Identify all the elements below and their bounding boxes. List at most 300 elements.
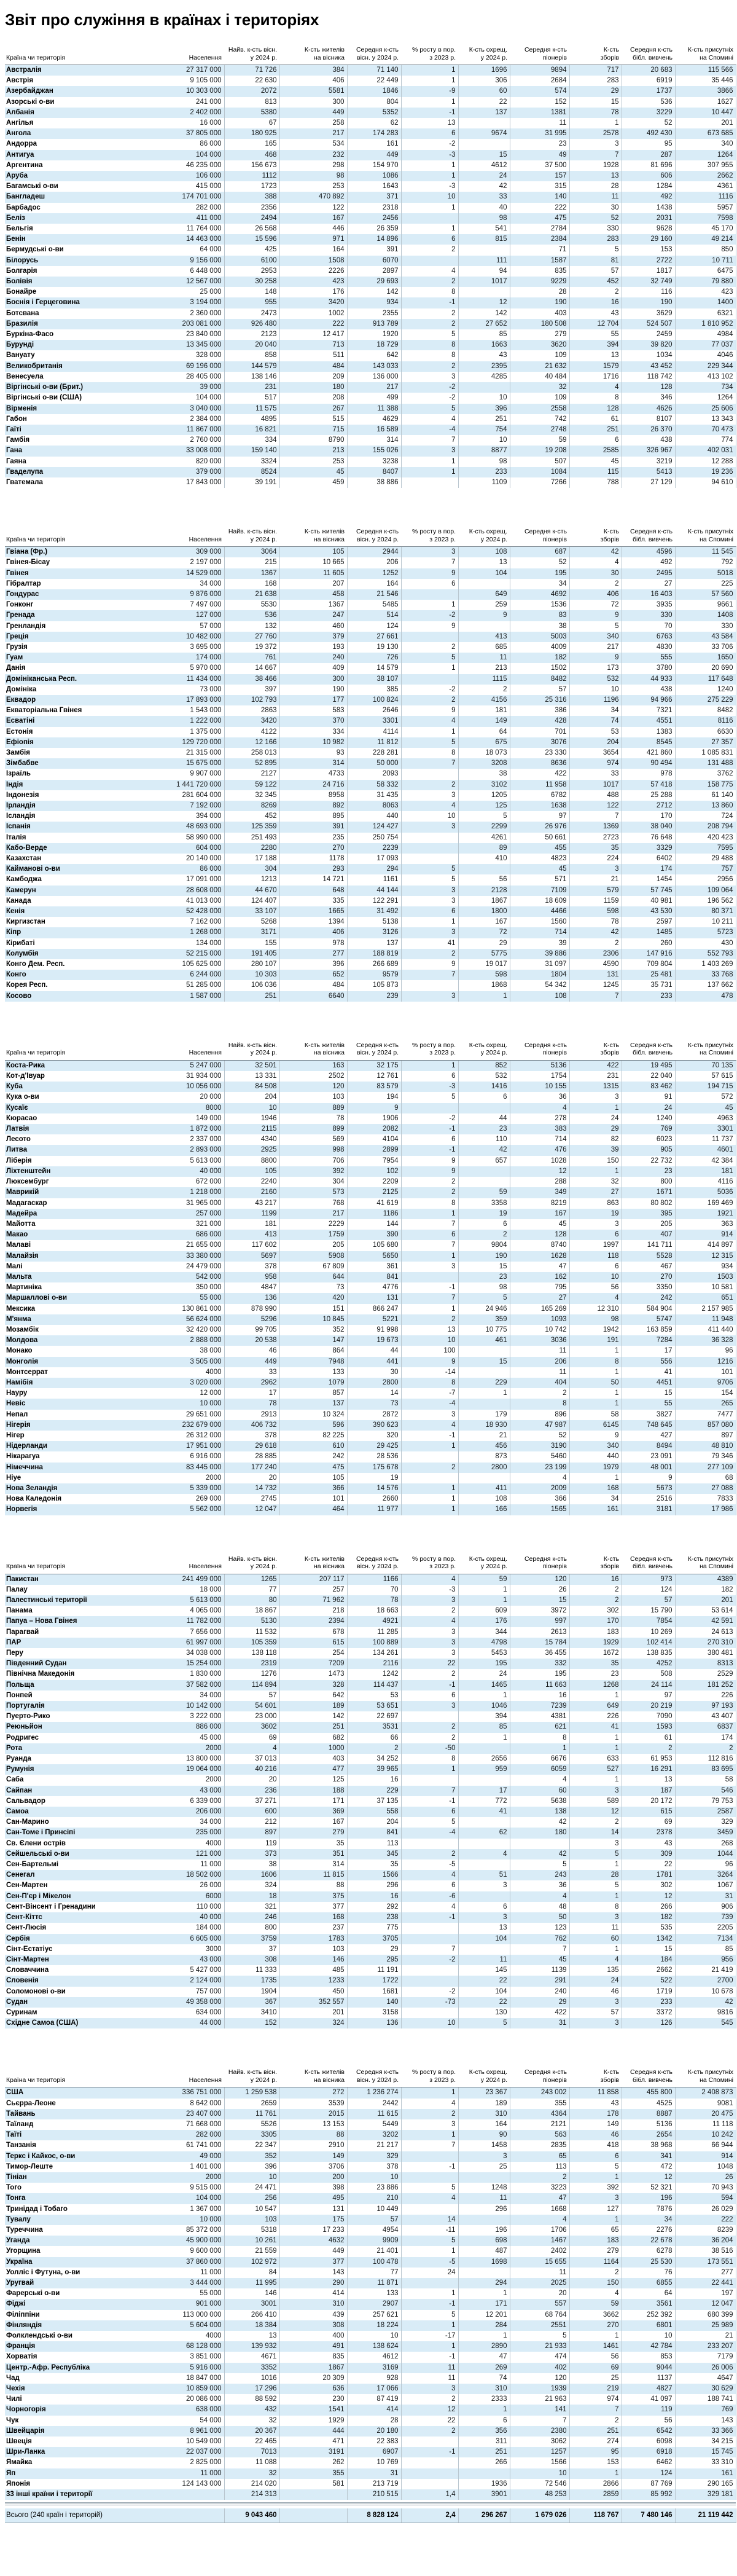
value-cell-avg_pioneers: 714: [510, 1134, 569, 1145]
value-cell-population: 12 567 000: [172, 277, 224, 287]
column-header-growth_pct: [401, 1545, 458, 1574]
value-cell-congregations: 527: [569, 1764, 622, 1775]
value-cell-growth_pct: 5: [401, 874, 458, 885]
value-cell-baptized: 9: [458, 610, 510, 621]
value-cell-growth_pct: [401, 2479, 458, 2489]
value-cell-congregations: 598: [569, 906, 622, 917]
value-cell-bible_studies: 147 916: [622, 949, 675, 959]
value-cell-growth_pct: [401, 477, 458, 488]
column-header-congregations: [569, 517, 622, 547]
country-cell: Суринам: [6, 2008, 37, 2016]
value-cell-peak_publishers: 30 258: [224, 277, 279, 287]
country-cell: Нікарагуа: [6, 1453, 40, 1461]
column-header-line: у 2024 р.: [250, 1049, 277, 1057]
value-cell-population: 9 156 000: [172, 256, 224, 266]
value-cell-ratio_per_publisher: 143: [279, 2268, 347, 2278]
value-cell-ratio_per_publisher: 409: [279, 663, 347, 673]
table-row: [5, 1701, 736, 1711]
value-cell-growth_pct: 7: [401, 1240, 458, 1251]
value-cell-bible_studies: 233: [622, 991, 675, 1002]
value-cell-ratio_per_publisher: 375: [279, 1891, 347, 1902]
value-cell-growth_pct: 1: [401, 457, 458, 467]
value-cell-memorial_attendance: 21: [675, 2331, 736, 2341]
value-cell-peak_publishers: 40 216: [224, 1764, 279, 1775]
value-cell-avg_pioneers: 428: [510, 716, 569, 726]
value-cell-bible_studies: 19 495: [622, 1060, 675, 1071]
value-cell-baptized: 251: [458, 414, 510, 425]
table-row: [5, 1304, 736, 1314]
value-cell-congregations: 57: [569, 266, 622, 277]
value-cell-baptized: 72: [458, 927, 510, 938]
value-cell-avg_publishers: 22 383: [347, 2437, 401, 2447]
value-cell-avg_pioneers: 4466: [510, 906, 569, 917]
value-cell-baptized: 3102: [458, 780, 510, 790]
value-cell-population: 1 268 000: [172, 927, 224, 938]
value-cell-ratio_per_publisher: 379: [279, 632, 347, 642]
value-cell-avg_publishers: 257 621: [347, 2310, 401, 2320]
value-cell-growth_pct: 9: [401, 568, 458, 579]
value-cell-memorial_attendance: 7477: [675, 1410, 736, 1420]
value-cell-congregations: 251: [569, 2426, 622, 2437]
value-cell-growth_pct: [401, 854, 458, 864]
value-cell-growth_pct: 1: [401, 727, 458, 737]
value-cell-bible_studies: 4525: [622, 2099, 675, 2109]
value-cell-growth_pct: 7: [401, 1944, 458, 1955]
value-cell-growth_pct: 2: [401, 780, 458, 790]
value-cell-avg_pioneers: 182: [510, 653, 569, 663]
value-cell-memorial_attendance: 2: [675, 1743, 736, 1754]
value-cell-bible_studies: 302: [622, 1880, 675, 1891]
value-cell-bible_studies: 90 494: [622, 758, 675, 769]
value-cell-peak_publishers: 17 188: [224, 854, 279, 864]
value-cell-population: 39 000: [172, 382, 224, 393]
value-cell-peak_publishers: 413: [224, 1230, 279, 1240]
column-header-baptized: [458, 36, 510, 65]
value-cell-population: 55 000: [172, 2288, 224, 2299]
value-cell-avg_publishers: 21 217: [347, 2140, 401, 2151]
value-cell-memorial_attendance: 49 214: [675, 234, 736, 245]
value-cell-population: 124 143 000: [172, 2479, 224, 2489]
country-cell: Сьєрра-Леоне: [6, 2099, 56, 2107]
column-header-line: Середня к-сть: [356, 1041, 399, 1049]
value-cell-avg_publishers: 10 769: [347, 2457, 401, 2468]
table-row: [5, 906, 736, 917]
country-cell: Сальвадор: [6, 1797, 45, 1805]
value-cell-avg_pioneers: 4: [510, 2215, 569, 2225]
value-cell-avg_publishers: 142: [347, 287, 401, 297]
value-cell-growth_pct: 11: [401, 2373, 458, 2384]
country-cell: Майотта: [6, 1220, 36, 1228]
table-row: [5, 949, 736, 959]
value-cell-growth_pct: 4: [401, 2099, 458, 2109]
value-cell-baptized: 74: [458, 2373, 510, 2384]
value-cell-avg_pioneers: 621: [510, 1722, 569, 1732]
table-row: [5, 108, 736, 118]
value-cell-population: 7 497 000: [172, 600, 224, 610]
value-cell-avg_publishers: 2125: [347, 1187, 401, 1198]
value-cell-congregations: 1: [569, 1367, 622, 1378]
value-cell-baptized: 698: [458, 2236, 510, 2246]
value-cell-congregations: 406: [569, 589, 622, 600]
value-cell-congregations: 41: [569, 1722, 622, 1732]
value-cell-peak_publishers: 4847: [224, 1282, 279, 1293]
value-cell-growth_pct: 9: [401, 621, 458, 632]
value-cell-peak_publishers: 10: [224, 1103, 279, 1113]
table-row: [5, 2183, 736, 2193]
table-row: [5, 589, 736, 600]
country-cell: Іспанія: [6, 823, 31, 831]
country-cell: Нігерія: [6, 1421, 31, 1429]
value-cell-avg_pioneers: 1139: [510, 1965, 569, 1976]
value-cell-population: 10 056 000: [172, 1082, 224, 1092]
value-cell-congregations: 422: [569, 1060, 622, 1071]
value-cell-congregations: 3: [569, 1786, 622, 1796]
column-header-line: Найв. к-сть вісн.: [228, 1555, 277, 1563]
country-cell: Маврикій: [6, 1188, 39, 1196]
value-cell-congregations: 3: [569, 2193, 622, 2204]
value-cell-ratio_per_publisher: 569: [279, 1134, 347, 1145]
country-cell: Кот-д'Івуар: [6, 1072, 45, 1080]
value-cell-bible_studies: 1485: [622, 927, 675, 938]
country-cell: Гвіана (Фр.): [6, 548, 48, 556]
value-cell-ratio_per_publisher: 98: [279, 171, 347, 181]
value-cell-avg_pioneers: 7: [510, 1944, 569, 1955]
value-cell-bible_studies: 35 731: [622, 980, 675, 991]
value-cell-population: 1 401 000: [172, 2162, 224, 2172]
value-cell-population: 5 427 000: [172, 1965, 224, 1976]
value-cell-avg_pioneers: 10 155: [510, 1082, 569, 1092]
grand-total-avg_pioneers: 1 679 026: [510, 2508, 569, 2523]
value-cell-growth_pct: 3: [401, 372, 458, 382]
value-cell-bible_studies: 2459: [622, 329, 675, 340]
value-cell-avg_pioneers: 52: [510, 1431, 569, 1441]
value-cell-population: 69 196 000: [172, 361, 224, 372]
value-cell-growth_pct: -6: [401, 1891, 458, 1902]
column-header-line: Середня к-сть: [630, 528, 673, 536]
value-cell-peak_publishers: 2659: [224, 2099, 279, 2109]
value-cell-baptized: 13: [458, 1923, 510, 1933]
value-cell-population: 2 888 000: [172, 1335, 224, 1346]
table-row: [5, 1807, 736, 1817]
value-cell-bible_studies: 43: [622, 1839, 675, 1849]
value-cell-memorial_attendance: 4361: [675, 181, 736, 192]
column-header-line: К-сть жителів: [304, 1041, 345, 1049]
value-cell-avg_publishers: 229: [347, 1786, 401, 1796]
table-row: [5, 2447, 736, 2457]
value-cell-ratio_per_publisher: 1233: [279, 1976, 347, 1986]
value-cell-population: 28 608 000: [172, 886, 224, 896]
value-cell-congregations: 4590: [569, 959, 622, 970]
value-cell-bible_studies: 22: [622, 1859, 675, 1870]
table-row: [5, 1451, 736, 1462]
value-cell-congregations: 95: [569, 2447, 622, 2457]
value-cell-ratio_per_publisher: 88: [279, 1880, 347, 1891]
value-cell-avg_pioneers: 29: [510, 1997, 569, 2008]
value-cell-avg_publishers: 371: [347, 192, 401, 202]
value-cell-bible_studies: 34: [622, 2215, 675, 2225]
value-cell-memorial_attendance: 11 737: [675, 1134, 736, 1145]
value-cell-baptized: 456: [458, 1441, 510, 1451]
value-cell-population: 4000: [172, 1367, 224, 1378]
value-cell-memorial_attendance: 96: [675, 1859, 736, 1870]
column-header-line: у 2024 р.: [480, 53, 507, 61]
value-cell-congregations: 1929: [569, 1638, 622, 1648]
country-cell: Руанда: [6, 1755, 31, 1763]
value-cell-growth_pct: 22: [401, 1659, 458, 1669]
value-cell-memorial_attendance: 43 584: [675, 632, 736, 642]
value-cell-ratio_per_publisher: 648: [279, 886, 347, 896]
country-cell: Буркіна-Фасо: [6, 331, 54, 339]
country-cell: Домініканська Респ.: [6, 675, 77, 683]
country-cell: Великобританія: [6, 362, 63, 370]
value-cell-baptized: 284: [458, 2320, 510, 2331]
value-cell-population: 2 402 000: [172, 108, 224, 118]
table-row: [5, 632, 736, 642]
value-cell-avg_publishers: 53 651: [347, 1701, 401, 1711]
value-cell-ratio_per_publisher: 1929: [279, 2416, 347, 2426]
value-cell-avg_publishers: 155 026: [347, 446, 401, 456]
value-cell-bible_studies: 38 968: [622, 2140, 675, 2151]
table-row: [5, 1410, 736, 1420]
value-cell-ratio_per_publisher: 180: [279, 382, 347, 393]
value-cell-ratio_per_publisher: 889: [279, 1103, 347, 1113]
value-cell-memorial_attendance: 10 581: [675, 1282, 736, 1293]
table-row: [5, 1230, 736, 1240]
value-cell-growth_pct: -17: [401, 2331, 458, 2341]
value-cell-baptized: 42: [458, 181, 510, 192]
value-cell-population: 5 604 000: [172, 2320, 224, 2331]
country-cell: Саба: [6, 1776, 24, 1784]
value-cell-bible_studies: 4596: [622, 547, 675, 558]
country-cell: Кабо-Верде: [6, 844, 47, 852]
value-cell-avg_publishers: 144: [347, 1219, 401, 1230]
column-header-line: К-сть присутніх: [687, 1555, 733, 1563]
value-cell-growth_pct: 1: [401, 171, 458, 181]
value-cell-bible_studies: 23: [622, 1166, 675, 1177]
country-cell: Понпей: [6, 1691, 33, 1699]
value-cell-peak_publishers: 37 013: [224, 1754, 279, 1764]
value-cell-peak_publishers: 18: [224, 1891, 279, 1902]
value-cell-bible_studies: 2: [622, 1743, 675, 1754]
country-cell: Таїланд: [6, 2120, 34, 2128]
header-row: [5, 517, 736, 547]
table-row: [5, 1680, 736, 1690]
column-header-baptized: [458, 517, 510, 547]
value-cell-ratio_per_publisher: 351: [279, 1849, 347, 1859]
value-cell-population: 20 086 000: [172, 2394, 224, 2405]
column-header-line: К-сть присутніх: [687, 1041, 733, 1049]
value-cell-bible_studies: 2495: [622, 568, 675, 579]
value-cell-ratio_per_publisher: 146: [279, 1955, 347, 1965]
value-cell-baptized: [458, 1775, 510, 1785]
value-cell-congregations: 2723: [569, 833, 622, 843]
column-header-line: на Спомині: [700, 53, 733, 61]
value-cell-memorial_attendance: 97 193: [675, 1701, 736, 1711]
value-cell-ratio_per_publisher: 495: [279, 2193, 347, 2204]
value-cell-avg_publishers: 210 515: [347, 2489, 401, 2500]
column-header-avg_pioneers: [510, 2058, 569, 2087]
value-cell-ratio_per_publisher: 370: [279, 716, 347, 726]
value-cell-avg_publishers: 50 000: [347, 758, 401, 769]
value-cell-ratio_per_publisher: 257: [279, 1585, 347, 1595]
value-cell-memorial_attendance: 173 551: [675, 2257, 736, 2268]
country-cell: Гібралтар: [6, 579, 41, 587]
value-cell-avg_pioneers: 20: [510, 2288, 569, 2299]
value-cell-bible_studies: 9: [622, 1473, 675, 1483]
grand-total-population: [172, 2508, 224, 2523]
value-cell-peak_publishers: 33: [224, 1367, 279, 1378]
country-cell: Латвія: [6, 1125, 29, 1133]
value-cell-avg_publishers: 161: [347, 139, 401, 149]
value-cell-baptized: 41: [458, 1807, 510, 1817]
value-cell-memorial_attendance: 7179: [675, 2352, 736, 2362]
value-cell-congregations: 2306: [569, 949, 622, 959]
value-cell-growth_pct: 7: [401, 1786, 458, 1796]
value-cell-ratio_per_publisher: 131: [279, 2204, 347, 2215]
value-cell-congregations: 1: [569, 1944, 622, 1955]
value-cell-avg_pioneers: 45: [510, 1219, 569, 1230]
value-cell-avg_publishers: 7954: [347, 1156, 401, 1166]
column-header-congregations: [569, 36, 622, 65]
value-cell-avg_publishers: 391: [347, 245, 401, 255]
value-cell-baptized: 1: [458, 1585, 510, 1595]
value-cell-congregations: 974: [569, 758, 622, 769]
value-cell-memorial_attendance: 9706: [675, 1378, 736, 1388]
value-cell-bible_studies: 1817: [622, 266, 675, 277]
value-cell-congregations: 8: [569, 393, 622, 403]
value-cell-avg_pioneers: 3620: [510, 340, 569, 350]
column-header-line: % росту в пор.: [411, 46, 456, 53]
value-cell-bible_studies: 606: [622, 171, 675, 181]
value-cell-memorial_attendance: 26 029: [675, 2204, 736, 2215]
value-cell-baptized: 110: [458, 1134, 510, 1145]
country-cell: Гонконг: [6, 601, 34, 609]
value-cell-baptized: 15: [458, 150, 510, 160]
value-cell-avg_pioneers: 157: [510, 171, 569, 181]
value-cell-congregations: 46: [569, 2130, 622, 2140]
value-cell-avg_pioneers: 997: [510, 1616, 569, 1627]
value-cell-avg_pioneers: 222: [510, 203, 569, 213]
column-header-line: у 2024 р.: [250, 1563, 277, 1571]
value-cell-avg_publishers: 5449: [347, 2119, 401, 2130]
value-cell-congregations: 863: [569, 1198, 622, 1209]
value-cell-baptized: 1: [458, 2405, 510, 2415]
value-cell-memorial_attendance: 36 328: [675, 1335, 736, 1346]
value-cell-growth_pct: -5: [401, 2257, 458, 2268]
value-cell-avg_publishers: 1252: [347, 568, 401, 579]
column-header-line: з 2023 р.: [429, 53, 456, 61]
value-cell-bible_studies: 9044: [622, 2363, 675, 2373]
value-cell-avg_pioneers: 2835: [510, 2140, 569, 2151]
value-cell-memorial_attendance: 290 165: [675, 2479, 736, 2489]
country-cell: Швеція: [6, 2438, 32, 2446]
value-cell-bible_studies: 978: [622, 769, 675, 779]
value-cell-population: 31 965 000: [172, 1198, 224, 1209]
value-cell-avg_publishers: 1566: [347, 1870, 401, 1880]
value-cell-congregations: 81: [569, 256, 622, 266]
value-cell-memorial_attendance: 956: [675, 1955, 736, 1965]
value-cell-ratio_per_publisher: 171: [279, 1796, 347, 1807]
value-cell-avg_pioneers: 152: [510, 97, 569, 108]
column-header-line: вісн. у 2024 р.: [357, 1049, 399, 1057]
value-cell-peak_publishers: 37: [224, 1944, 279, 1955]
value-cell-ratio_per_publisher: 491: [279, 2341, 347, 2352]
value-cell-memorial_attendance: 757: [675, 864, 736, 874]
country-cell: Соломонові о-ви: [6, 1987, 66, 1995]
value-cell-bible_studies: 23 091: [622, 1451, 675, 1462]
value-cell-bible_studies: 2597: [622, 917, 675, 927]
value-cell-growth_pct: 10: [401, 192, 458, 202]
value-cell-ratio_per_publisher: 377: [279, 2257, 347, 2268]
value-cell-population: 174 000: [172, 653, 224, 663]
value-cell-growth_pct: -5: [401, 1859, 458, 1870]
column-header-line: К-сть присутніх: [687, 2068, 733, 2076]
value-cell-bible_studies: 153: [622, 245, 675, 255]
country-cell: Азорські о-ви: [6, 98, 55, 106]
value-cell-peak_publishers: 80: [224, 1595, 279, 1606]
value-cell-congregations: 25: [569, 2373, 622, 2384]
value-cell-ratio_per_publisher: 392: [279, 1166, 347, 1177]
value-cell-peak_publishers: 761: [224, 653, 279, 663]
value-cell-avg_publishers: 41 619: [347, 1198, 401, 1209]
value-cell-peak_publishers: 304: [224, 864, 279, 874]
value-cell-baptized: 1416: [458, 1082, 510, 1092]
table-row: [5, 1648, 736, 1659]
value-cell-bible_studies: 76 648: [622, 833, 675, 843]
value-cell-growth_pct: 8: [401, 1198, 458, 1209]
value-cell-avg_pioneers: 278: [510, 1113, 569, 1124]
column-header-ratio_per_publisher: [279, 1545, 347, 1574]
value-cell-peak_publishers: 1 259 538: [224, 2087, 279, 2099]
value-cell-avg_publishers: 100 478: [347, 2257, 401, 2268]
value-cell-ratio_per_publisher: 1002: [279, 308, 347, 319]
country-cell: Мальта: [6, 1273, 32, 1281]
value-cell-avg_publishers: 3202: [347, 2130, 401, 2140]
value-cell-baptized: 259: [458, 600, 510, 610]
table-row: [5, 277, 736, 287]
value-cell-bible_studies: 128: [622, 382, 675, 393]
value-cell-baptized: 4285: [458, 372, 510, 382]
value-cell-congregations: 974: [569, 2394, 622, 2405]
value-cell-growth_pct: 4: [401, 1616, 458, 1627]
value-cell-avg_pioneers: 39 886: [510, 949, 569, 959]
value-cell-ratio_per_publisher: 460: [279, 621, 347, 632]
value-cell-peak_publishers: 5130: [224, 1616, 279, 1627]
value-cell-growth_pct: -2: [401, 1955, 458, 1965]
value-cell-avg_pioneers: 701: [510, 727, 569, 737]
value-cell-bible_studies: 3629: [622, 308, 675, 319]
value-cell-baptized: 33: [458, 192, 510, 202]
table-row: [5, 319, 736, 329]
column-header-population: [172, 1031, 224, 1061]
value-cell-ratio_per_publisher: 1178: [279, 854, 347, 864]
value-cell-congregations: 11 858: [569, 2087, 622, 2099]
value-cell-avg_publishers: 449: [347, 150, 401, 160]
column-header-bible_studies: [622, 36, 675, 65]
value-cell-baptized: 4612: [458, 160, 510, 171]
value-cell-memorial_attendance: 70 943: [675, 2183, 736, 2193]
value-cell-memorial_attendance: 34 215: [675, 2437, 736, 2447]
value-cell-peak_publishers: 10 547: [224, 2204, 279, 2215]
table-row: [5, 414, 736, 425]
value-cell-bible_studies: 346: [622, 393, 675, 403]
value-cell-population: 2 337 000: [172, 1134, 224, 1145]
value-cell-ratio_per_publisher: 355: [279, 2468, 347, 2479]
value-cell-population: 411 000: [172, 213, 224, 224]
value-cell-avg_publishers: 5352: [347, 108, 401, 118]
value-cell-avg_pioneers: 49: [510, 150, 569, 160]
value-cell-congregations: 15: [569, 97, 622, 108]
